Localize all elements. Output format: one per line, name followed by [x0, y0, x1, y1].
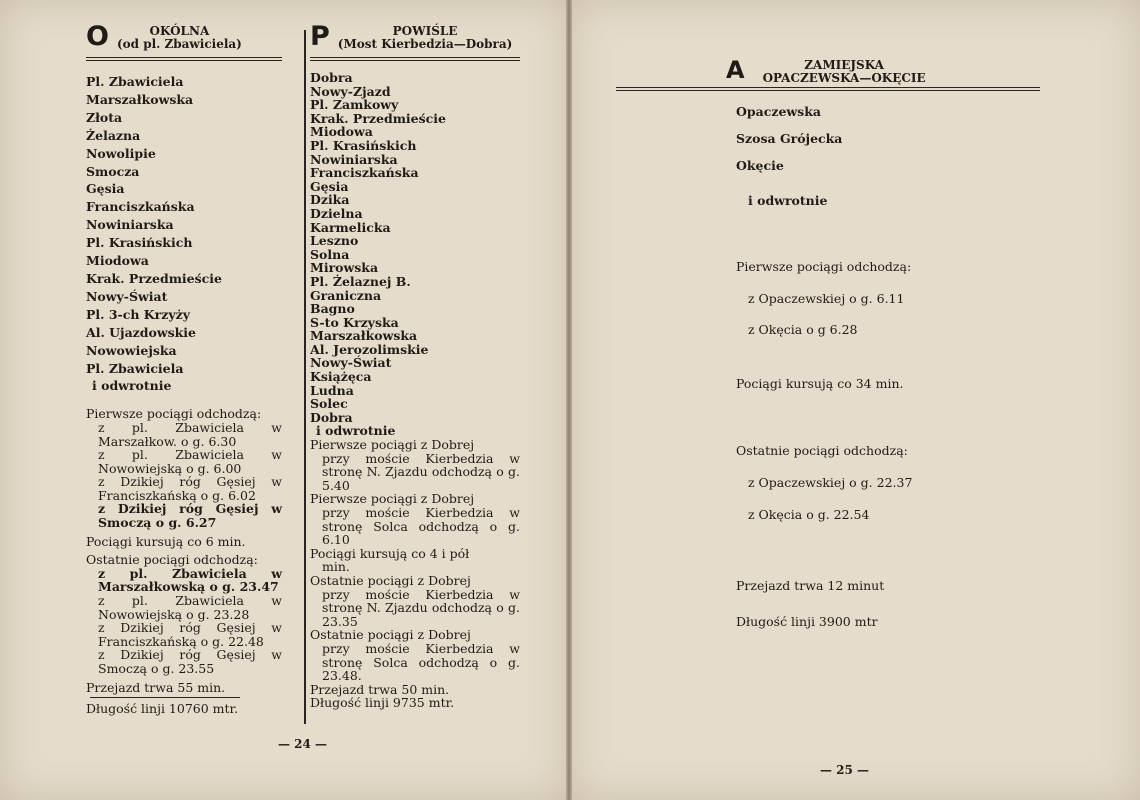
divider [90, 697, 240, 698]
frequency-text-cont: min. [322, 559, 350, 575]
length-text: Długość linji 10760 mtr. [86, 701, 239, 717]
stop-item: Marszałkowska [86, 91, 194, 107]
stop-item: Gęsia [310, 178, 349, 194]
stop-item: Solna [310, 246, 350, 262]
stop-item: Bagno [310, 301, 355, 317]
stop-item: Marszałkowska [310, 328, 418, 344]
stop-item: Pl. 3-ch Krzyży [86, 306, 190, 322]
stop-item: Graniczna [310, 287, 382, 303]
stop-item: Pl. Krasińskich [310, 137, 417, 153]
stop-item: S-to Krzyska [310, 314, 399, 330]
first-train-item: z Dzikiej róg Gęsiej w Smoczą o g. 6.27 [98, 501, 282, 531]
line-p-section [310, 22, 520, 710]
line-p-notes [310, 438, 520, 710]
stop-item: Okęcie [736, 158, 784, 173]
line-o-subtitle: (od pl. Zbawiciela) [116, 37, 242, 51]
first-train-item: z pl. Zbawiciela w Nowowiejską o g. 6.00 [98, 447, 282, 476]
last-trains-heading: Ostatnie pociągi odchodzą: [86, 552, 258, 568]
page-number: — 24 — [278, 737, 328, 751]
stop-item: Książęca [310, 369, 372, 385]
page-number: — 25 — [820, 763, 870, 777]
line-p-letter: P [310, 21, 330, 52]
book-spine [566, 0, 572, 800]
line-a-subtitle: OPACZEWSKA—OKĘCIE [762, 70, 926, 85]
line-a-header [726, 55, 926, 85]
duration-text: Przejazd trwa 12 minut [736, 578, 885, 593]
stop-item: Dzika [310, 192, 350, 208]
length-text: Długość linji 9735 mtr. [310, 695, 455, 711]
duration-text: Przejazd trwa 55 min. [86, 679, 226, 695]
line-o-header-rule [86, 57, 282, 61]
stop-item: Leszno [310, 233, 359, 249]
line-p-stop-list [310, 71, 520, 438]
stop-item: Franciszkańska [86, 199, 195, 215]
last-trains-heading: Ostatnie pociągi z Dobrej [310, 627, 471, 643]
duration-text: Przejazd trwa 50 min. [310, 681, 450, 697]
stop-item: Dzielna [310, 205, 363, 221]
stop-item: Mirowska [310, 260, 379, 276]
stop-item: Miodowa [310, 124, 373, 140]
frequency-text: Pociągi kursują co 4 i pół [310, 545, 470, 561]
stop-item: Dobra [310, 409, 353, 425]
stop-item: Żelazna [86, 127, 141, 143]
first-train-item: z Dzikiej róg Gęsiej w Franciszkańską o g. 6.02 [98, 474, 282, 503]
return-label: i odwrotnie [316, 423, 396, 439]
last-train-item: z Opaczewskiej o g. 22.37 [748, 475, 913, 490]
return-label: i odwrotnie [748, 193, 828, 208]
stop-item: Al. Ujazdowskie [86, 324, 197, 340]
line-a-letter: A [726, 56, 745, 84]
stop-item: Pl. Zbawiciela [86, 360, 184, 376]
stop-item: Nowy-Świat [86, 288, 168, 304]
line-p-header [310, 22, 520, 52]
stop-item: Dobra [310, 70, 353, 85]
stop-item: Nowy-Zjazd [310, 83, 391, 99]
stop-item: Nowowiejska [86, 342, 177, 358]
stop-item: Ludna [310, 382, 354, 398]
last-train-item: przy moście Kierbedzia w stronę N. Zjazdu odchodzą o g. 23.35 [322, 586, 520, 629]
last-train-item: z Okęcia o g. 22.54 [748, 507, 870, 522]
line-a-title: ZAMIEJSKA [804, 57, 884, 72]
first-train-item: z Opaczewskiej o g. 6.11 [748, 291, 905, 306]
stop-item: Pl. Zbawiciela [86, 74, 184, 89]
last-trains-heading: Ostatnie pociągi z Dobrej [310, 572, 471, 588]
stop-item: Nowiniarska [310, 151, 398, 167]
first-train-item: z pl. Zbawiciela w Marszałkow. o g. 6.30 [98, 419, 282, 449]
stop-item: Nowy-Świat [310, 355, 392, 371]
line-o-letter: O [86, 21, 109, 52]
stop-item: Szosa Grójecka [736, 131, 843, 146]
first-train-item: przy moście Kierbedzia w stronę N. Zjazdu odchodzą o g. 5.40 [322, 450, 520, 493]
line-o-header [86, 22, 282, 52]
stop-item: Pl. Żelaznej B. [310, 273, 411, 289]
line-o-section [86, 22, 282, 716]
stop-item: Karmelicka [310, 219, 391, 235]
line-o-notes [86, 407, 282, 715]
line-p-subtitle: (Most Kierbedzia—Dobra) [337, 37, 513, 51]
frequency-text: Pociągi kursują co 6 min. [86, 533, 246, 549]
line-a-header-rule [616, 87, 1040, 91]
first-trains-heading: Pierwsze pociągi z Dobrej [310, 491, 475, 507]
first-train-item: z Okęcia o g 6.28 [748, 322, 858, 337]
stop-item: Krak. Przedmieście [86, 270, 222, 286]
stop-item: Złota [86, 109, 123, 125]
first-trains-heading: Pierwsze pociągi odchodzą: [736, 259, 912, 274]
stop-item: Pl. Krasińskich [86, 235, 193, 251]
last-train-item: z Dzikiej róg Gęsiej w Franciszkańską o g. 22.48 [98, 620, 282, 649]
stop-item: Nowiniarska [86, 217, 174, 233]
stop-item: Opaczewska [736, 104, 821, 119]
last-train-item: z Dzikiej róg Gęsiej w Smoczą o g. 23.55 [98, 647, 282, 676]
last-train-item: przy moście Kierbedzia w stronę Solca odchodzą o g. 23.48. [322, 640, 520, 684]
last-train-item: z pl. Zbawiciela w Marszałkowską o g. 23.47 [98, 565, 282, 595]
line-p-title: POWIŚLE [392, 24, 458, 38]
column-divider [304, 30, 306, 724]
stop-item: Solec [310, 396, 348, 412]
stop-item: Nowolipie [86, 145, 156, 161]
stop-item: Franciszkańska [310, 165, 419, 181]
line-o-title: OKÓLNA [149, 24, 210, 38]
first-trains-heading: Pierwsze pociągi z Dobrej [310, 437, 475, 453]
line-p-header-rule [310, 57, 520, 61]
first-trains-heading: Pierwsze pociągi odchodzą: [86, 406, 262, 422]
return-label: i odwrotnie [92, 378, 172, 394]
last-train-item: z pl. Zbawiciela w Nowowiejską o g. 23.28 [98, 593, 282, 622]
stop-item: Gęsia [86, 181, 125, 197]
frequency-text: Pociągi kursują co 34 min. [736, 376, 904, 391]
last-trains-heading: Ostatnie pociągi odchodzą: [736, 443, 908, 458]
stop-item: Smocza [86, 163, 140, 179]
stop-item: Miodowa [86, 253, 149, 269]
stop-item: Al. Jerozolimskie [310, 341, 429, 357]
line-o-stop-list [86, 73, 282, 395]
length-text: Długość linji 3900 mtr [736, 614, 878, 629]
stop-item: Krak. Przedmieście [310, 110, 446, 126]
right-page [570, 0, 1140, 800]
stop-item: Pl. Zamkowy [310, 97, 399, 113]
first-train-item: przy moście Kierbedzia w stronę Solca odchodzą o g. 6.10 [322, 505, 520, 548]
